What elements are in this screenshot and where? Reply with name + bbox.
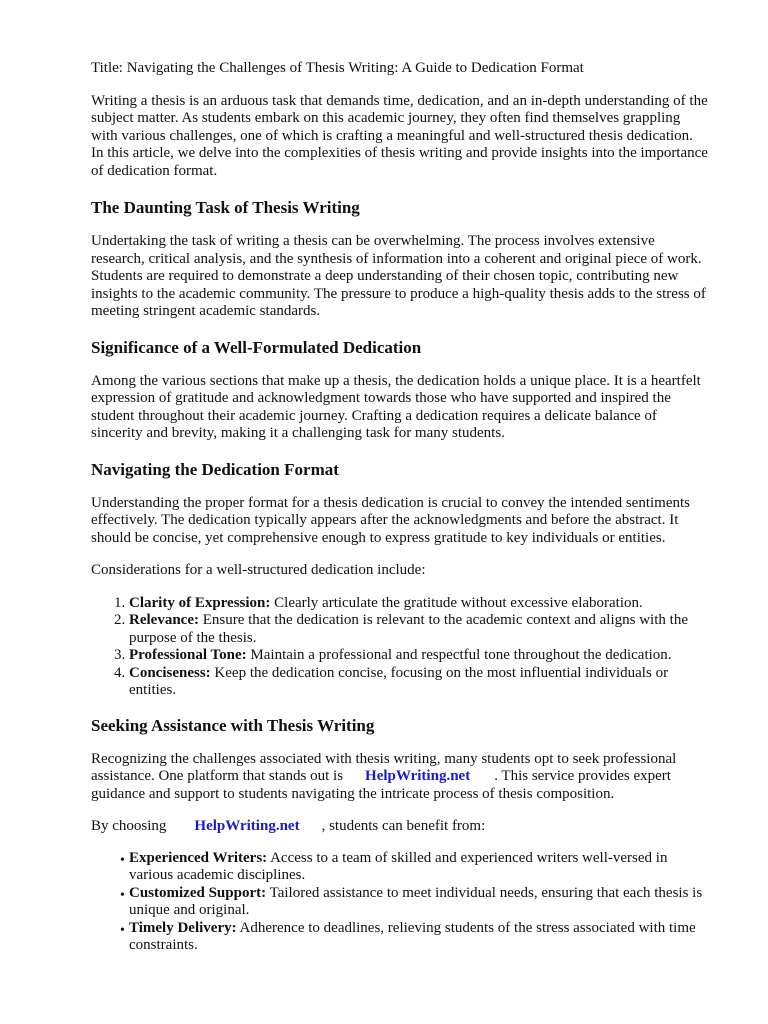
list-item-label: Clarity of Expression: <box>129 594 271 611</box>
paragraph-text: By choosing <box>91 818 167 834</box>
helpwriting-link[interactable]: HelpWriting.net <box>194 818 300 834</box>
list-item <box>129 920 708 955</box>
list-item-text: Ensure that the dedication is relevant to the academic context and aligns with the purpose of the thesis. <box>129 612 688 646</box>
list-item-label: Relevance: <box>129 612 199 628</box>
list-item-text: Tailored assistance to meet individual needs, ensuring that each thesis is unique and original. <box>129 884 703 918</box>
paragraph-seeking-assistance <box>91 751 708 804</box>
list-item-text: Maintain a professional and respectful tone throughout the dedication. <box>246 647 672 663</box>
list-item <box>129 595 708 613</box>
paragraph-dedication-format: Understanding the proper format for a thesis dedication is crucial to convey the intended sentiments effectively. The dedication typically appears after the acknowledgments and before the abstract. It should be concise, yet comprehensive enough to express gratitude to key individuals or entities. <box>91 494 690 546</box>
list-item-text: Access to a team of skilled and experienced writers well-versed in various academic disciplines. <box>129 849 668 883</box>
heading-dedication-format: Navigating the Dedication Format <box>91 459 339 479</box>
paragraph-significance: Among the various sections that make up a thesis, the dedication holds a unique place. It is a heartfelt expression of gratitude and acknowledgment towards those who have supported and inspired the student throughout their academic journey. Crafting a dedication requires a delicate balance of sincerity and brevity, making it a challenging task for many students. <box>91 372 701 441</box>
list-item-text: Keep the dedication concise, focusing on the most influential individuals or entities. <box>129 664 669 698</box>
paragraph-by-choosing <box>91 818 708 836</box>
heading-daunting-task: The Daunting Task of Thesis Writing <box>91 198 360 217</box>
benefits-list <box>91 850 708 955</box>
list-item-text: Adherence to deadlines, relieving students of the stress associated with time constraints. <box>129 919 696 953</box>
list-item-label: Customized Support: <box>129 884 267 901</box>
heading-seeking-assistance: Seeking Assistance with Thesis Writing <box>91 715 375 735</box>
document-title: Title: Navigating the Challenges of Thesis Writing: A Guide to Dedication Format <box>91 60 584 76</box>
list-item-label: Professional Tone: <box>129 647 247 663</box>
paragraph-text: . This service provides expert guidance and support to students navigating the intricate process of thesis composition. <box>91 768 671 802</box>
list-item <box>129 665 708 700</box>
list-item <box>129 612 708 647</box>
considerations-intro: Considerations for a well-structured dedication include: <box>91 562 426 578</box>
list-item-label: Timely Delivery: <box>129 919 237 936</box>
list-item <box>129 647 708 665</box>
paragraph-daunting-task: Undertaking the task of writing a thesis can be overwhelming. The process involves extensive research, critical analysis, and the synthesis of information into a coherent and original piece of work. Students are required to demonstrate a deep understanding of their chosen topic, contributing new insights to the academic community. The pressure to produce a high-quality thesis adds to the stress of meeting stringent academic standards. <box>91 233 706 319</box>
list-item <box>129 885 708 920</box>
list-item <box>129 850 708 885</box>
list-item-label: Experienced Writers: <box>129 849 268 866</box>
paragraph-text: Recognizing the challenges associated with thesis writing, many students opt to seek professional assistance. One platform that stands out is <box>91 750 677 784</box>
list-item-label: Conciseness: <box>129 664 211 681</box>
considerations-list <box>91 595 708 700</box>
intro-paragraph: Writing a thesis is an arduous task that demands time, dedication, and an in-depth understanding of the subject matter. As students embark on this academic journey, they often find themselves grappling with various challenges, one of which is crafting a meaningful and well-structured thesis dedication. In this article, we delve into the complexities of thesis writing and provide insights into the importance of dedication format. <box>91 92 708 179</box>
list-item-text: Clearly articulate the gratitude without excessive elaboration. <box>270 594 643 611</box>
heading-significance: Significance of a Well-Formulated Dedication <box>91 337 422 357</box>
paragraph-text: , students can benefit from: <box>321 818 486 834</box>
helpwriting-link[interactable]: HelpWriting.net <box>365 768 471 784</box>
